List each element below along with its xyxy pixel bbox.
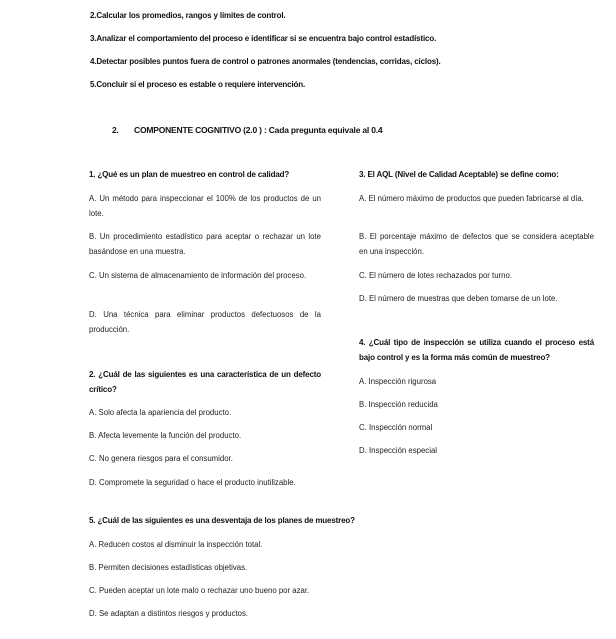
step-4: 4.Detectar posibles puntos fuera de control o patrones anormales (tendencias, corridas, ciclos). bbox=[90, 57, 441, 66]
q3-option-c: C. El número de lotes rechazados por turno. bbox=[359, 271, 512, 280]
q5-option-b: B. Permiten decisiones estadísticas objetivas. bbox=[89, 563, 248, 572]
q1-option-b: B. Un procedimiento estadístico para aceptar o rechazar un lote basándose en una muestra. bbox=[89, 232, 321, 256]
question-1: 1. ¿Qué es un plan de muestreo en control de calidad? bbox=[89, 170, 290, 179]
q4-option-b: B. Inspección reducida bbox=[359, 400, 438, 409]
step-5: 5.Concluir si el proceso es estable o requiere intervención. bbox=[90, 80, 306, 89]
section-title: COMPONENTE COGNITIVO (2.0 ) : Cada pregunta equivale al 0.4 bbox=[134, 125, 383, 135]
q4-option-c: C. Inspección normal bbox=[359, 423, 433, 432]
q5-option-d: D. Se adaptan a distintos riesgos y productos. bbox=[89, 609, 249, 618]
question-2: 2. ¿Cuál de las siguientes es una característica de un defecto crítico? bbox=[89, 370, 321, 394]
q2-option-d: D. Compromete la seguridad o hace el producto inutilizable. bbox=[89, 478, 296, 487]
q4-option-d: D. Inspección especial bbox=[359, 446, 438, 455]
step-2: 2.Calcular los promedios, rangos y límites de control. bbox=[90, 11, 286, 20]
q5-option-c: C. Pueden aceptar un lote malo o rechazar uno bueno por azar. bbox=[89, 586, 310, 595]
q1-option-d: D. Una técnica para eliminar productos defectuosos de la producción. bbox=[89, 310, 321, 334]
q2-option-b: B. Afecta levemente la función del producto. bbox=[89, 431, 242, 440]
q2-option-a: A. Solo afecta la apariencia del producto. bbox=[89, 408, 232, 417]
step-3: 3.Analizar el comportamiento del proceso e identificar si se encuentra bajo control estadístico. bbox=[90, 34, 437, 43]
section-heading bbox=[112, 125, 382, 135]
question-5: 5. ¿Cuál de las siguientes es una desventaja de los planes de muestreo? bbox=[89, 516, 355, 525]
question-4: 4. ¿Cuál tipo de inspección se utiliza cuando el proceso está bajo control y es la forma más común de muestreo? bbox=[359, 338, 594, 362]
q2-option-c: C. No genera riesgos para el consumidor. bbox=[89, 454, 233, 463]
q3-option-a: A. El número máximo de productos que pueden fabricarse al día. bbox=[359, 194, 584, 203]
question-3: 3. El AQL (Nivel de Calidad Aceptable) se define como: bbox=[359, 170, 559, 179]
q1-option-c: C. Un sistema de almacenamiento de información del proceso. bbox=[89, 271, 307, 280]
q3-option-d: D. El número de muestras que deben tomarse de un lote. bbox=[359, 294, 558, 303]
q3-option-b: B. El porcentaje máximo de defectos que se considera aceptable en una inspección. bbox=[359, 232, 594, 256]
section-number: 2. bbox=[112, 125, 119, 135]
q1-option-a: A. Un método para inspeccionar el 100% de los productos de un lote. bbox=[89, 194, 321, 218]
q5-option-a: A. Reducen costos al disminuir la inspección total. bbox=[89, 540, 263, 549]
q4-option-a: A. Inspección rigurosa bbox=[359, 377, 437, 386]
